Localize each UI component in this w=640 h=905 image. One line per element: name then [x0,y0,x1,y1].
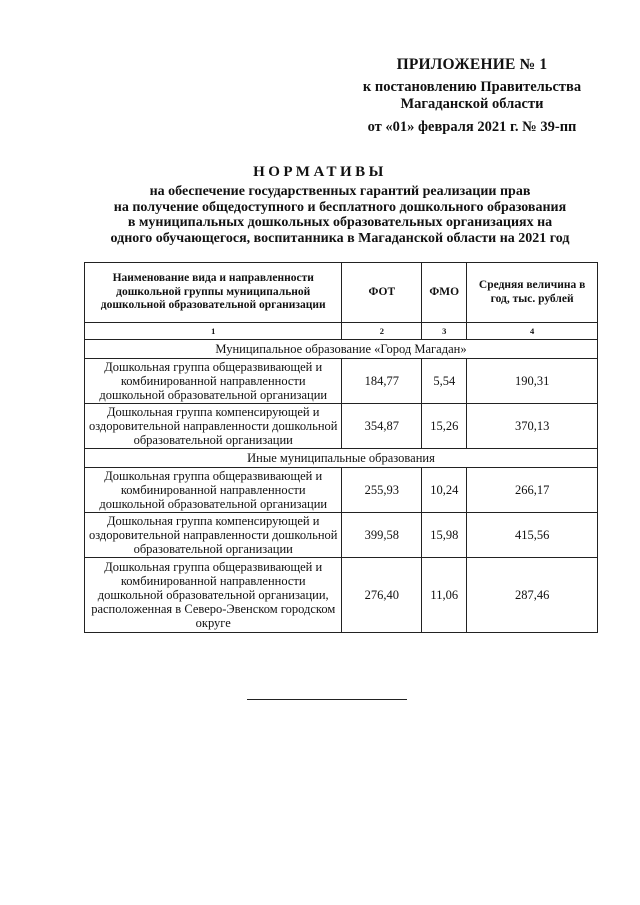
header-average: Средняя величина в год, тыс. рублей [467,263,598,323]
appendix-region-line: Магаданской области [400,96,544,112]
section-title: Муниципальное образование «Город Магадан» [85,340,598,359]
header-name: Наименование вида и направленности дошкольной группы муниципальной дошкольной образовательной организации [85,263,342,323]
header-fot: ФОТ [342,263,422,323]
fmo-value: 5,54 [422,359,467,404]
norms-table [84,262,598,633]
group-name: Дошкольная группа общеразвивающей и комбинированной направленности дошкольной образовательной организации [85,468,342,513]
table-row [85,468,598,513]
column-number-row [85,323,598,340]
group-name: Дошкольная группа компенсирующей и оздоровительной направленности дошкольной образовательной организации [85,404,342,449]
average-value: 266,17 [467,468,598,513]
average-value: 370,13 [467,404,598,449]
fmo-value: 11,06 [422,558,467,633]
appendix-date: от «01» февраля 2021 г. № 39-пп [367,119,577,135]
section-title: Иные муниципальные образования [85,449,598,468]
section-row [85,340,598,359]
fmo-value: 10,24 [422,468,467,513]
subtitle-line: на обеспечение государственных гарантий реализации прав [149,184,531,199]
column-number: 1 [85,323,342,340]
column-number: 4 [467,323,598,340]
table-header-row [85,263,598,323]
table-row [85,404,598,449]
fot-value: 184,77 [342,359,422,404]
fot-value: 276,40 [342,558,422,633]
appendix-resolution-line: к постановлению Правительства [362,79,582,95]
fot-value: 354,87 [342,404,422,449]
average-value: 415,56 [467,513,598,558]
section-row [85,449,598,468]
group-name: Дошкольная группа компенсирующей и оздоровительной направленности дошкольной образовательной организации [85,513,342,558]
average-value: 287,46 [467,558,598,633]
header-fmo: ФМО [422,263,467,323]
fmo-value: 15,98 [422,513,467,558]
table-row [85,513,598,558]
appendix-block [342,56,602,136]
appendix-title: ПРИЛОЖЕНИЕ № 1 [396,56,548,73]
column-number: 3 [422,323,467,340]
group-name: Дошкольная группа общеразвивающей и комбинированной направленности дошкольной образовательной организации [85,359,342,404]
group-name: Дошкольная группа общеразвивающей и комбинированной направленности дошкольной образовательной организации, расположенная в Северо-Эвенском городском округе [85,558,342,633]
table-row [85,359,598,404]
document-title: НОРМАТИВЫ [253,164,387,180]
fmo-value: 15,26 [422,404,467,449]
subtitle-line: на получение общедоступного и бесплатного дошкольного образования [113,199,567,215]
column-number: 2 [342,323,422,340]
subtitle-line: одного обучающегося, воспитанника в Магаданской области на 2021 год [110,230,570,246]
fot-value: 399,58 [342,513,422,558]
document-subtitle [70,184,610,246]
subtitle-line: в муниципальных дошкольных образовательных организациях на [127,215,553,230]
closing-divider [247,699,407,700]
fot-value: 255,93 [342,468,422,513]
table-row [85,558,598,633]
average-value: 190,31 [467,359,598,404]
